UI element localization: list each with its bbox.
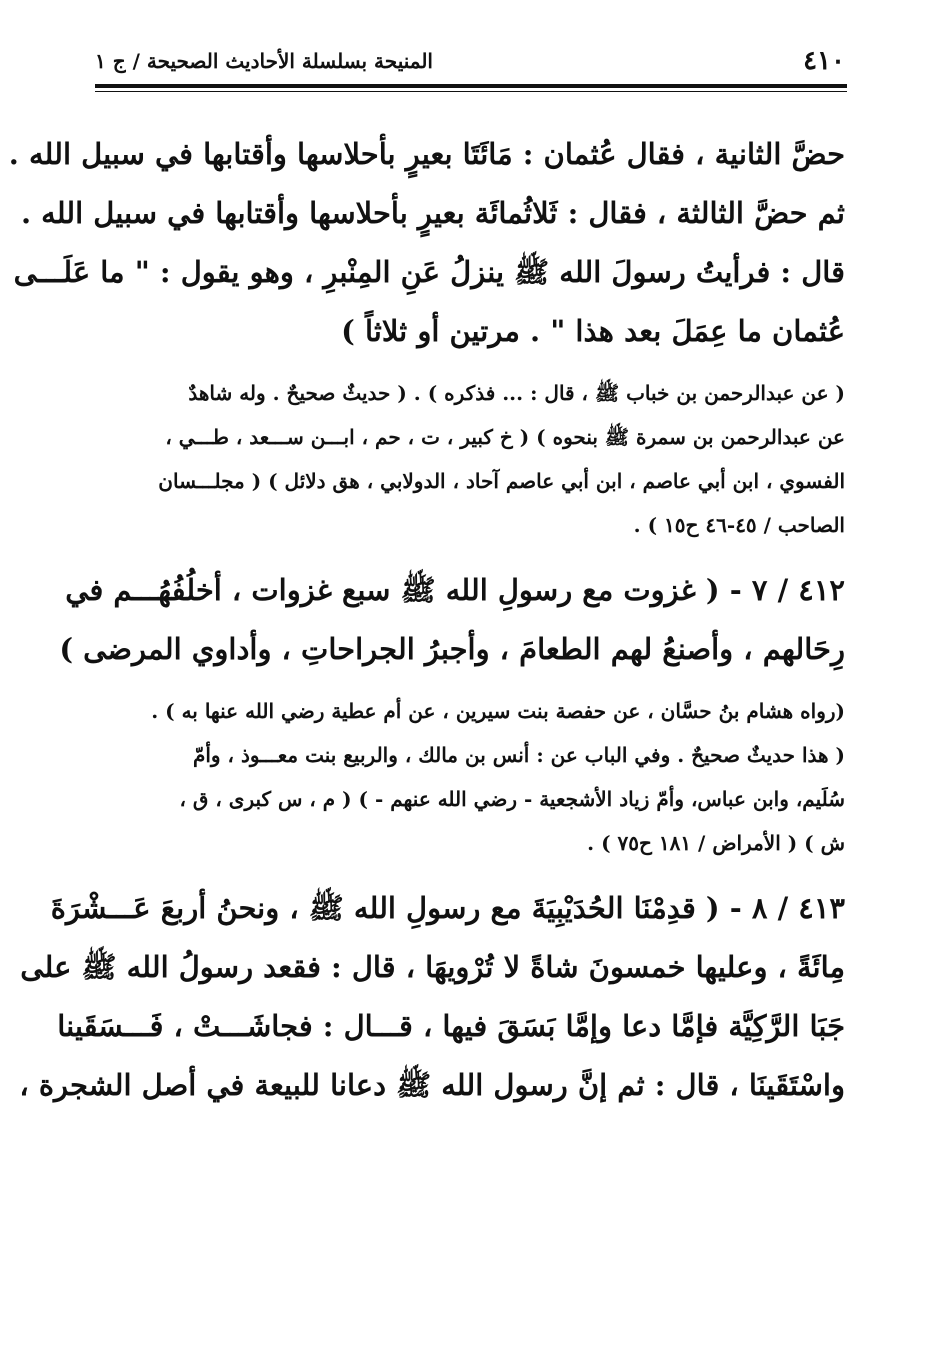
hadith-continuation xyxy=(8,125,845,361)
text-line: رِحَالهم ، وأصنعُ لهم الطعامَ ، وأجبرُ الجراحاتِ ، وأداوي المرضى ) xyxy=(59,632,845,666)
text-line: قال : فرأيتُ رسولَ الله ﷺ ينزلُ عَنِ المِنْبرِ ، وهو يقول : " ما عَلَـــى xyxy=(13,255,845,289)
text-line: جَبَا الرَّكِيَّة فإمَّا دعا وإمَّا بَسَقَ فيها ، قـــال : فجاشَـــتْ ، فَـــسَقَينا xyxy=(57,1009,845,1043)
running-title: المنيحة بسلسلة الأحاديث الصحيحة / ج ١ xyxy=(95,49,433,73)
takhrij-note xyxy=(100,371,845,547)
hadith-413 xyxy=(19,879,845,1115)
note-line: ( عن عبدالرحمن بن خباب ﷺ ، قال : ... فذكره ) . ( حديثٌ صحيحٌ . وله شاهدٌ xyxy=(188,381,845,405)
page-body xyxy=(8,125,845,1115)
text-line: ٤١٣ / ٨ - ( قدِمْنَا الحُدَيْبِيَةَ مع رسولِ الله ﷺ ، ونحنُ أربعَ عَـــشْرَةَ xyxy=(50,891,845,925)
text-line: مِائَةً ، وعليها خمسونَ شاةً لا تُرْويهَا ، قال : فقعد رسولُ الله ﷺ على xyxy=(20,950,845,984)
note-line: الفسوي ، ابن أبي عاصم ، ابن أبي عاصم آحاد ، الدولابي ، هق دلائل ) ( مجلـــسان xyxy=(158,469,845,493)
note-line: الصاحب / ٤٥-٤٦ ح١٥ ) . xyxy=(633,513,845,537)
note-line: سُلَيم، وابن عباس، وأمّ زياد الأشجعية - رضي الله عنهم - ) ( م ، س كبرى ، ق ، xyxy=(179,787,845,811)
note-line: ش ) ( الأمراض / ١٨١ ح٧٥ ) . xyxy=(587,831,845,855)
text-line: حضَّ الثانية ، فقال عُثمان : مَائَتَا بعيرٍ بأحلاسها وأقتابها في سبيل الله . xyxy=(8,137,845,171)
text-line: ٤١٢ / ٧ - ( غزوت مع رسولِ الله ﷺ سبع غزوات ، أخلُفُهُـــم في xyxy=(65,573,845,607)
text-line: عُثمان ما عِمَلَ بعد هذا " . مرتين أو ثلاثاً ) xyxy=(341,314,845,348)
header-rule-thick xyxy=(95,84,847,88)
note-line: عن عبدالرحمن بن سمرة ﷺ بنحوه ) ( خ كبير ، ت ، حم ، ابـــن ســـعد ، طـــي ، xyxy=(165,425,845,449)
takhrij-note-412 xyxy=(100,689,845,865)
header-rule-thin xyxy=(95,91,847,92)
hadith-412 xyxy=(59,561,845,679)
note-line: (رواه هشام بنُ حسَّان ، عن حفصة بنت سيرين ، عن أم عطية رضي الله عنها به ) . xyxy=(151,699,845,723)
text-line: واسْتَقَينَا ، قال : ثم إنَّ رسول الله ﷺ دعانا للبيعة في أصل الشجرة ، xyxy=(19,1068,845,1102)
text-line: ثم حضَّ الثالثة ، فقال : ثَلاثُمائَة بعيرٍ بأحلاسها وأقتابها في سبيل الله . xyxy=(20,196,845,230)
note-line: ( هذا حديثٌ صحيحٌ . وفي الباب عن : أنس بن مالك ، والربيع بنت معـــوذ ، وأمّ xyxy=(192,743,845,767)
page-header xyxy=(95,40,845,82)
page-number: ٤١٠ xyxy=(803,46,845,76)
